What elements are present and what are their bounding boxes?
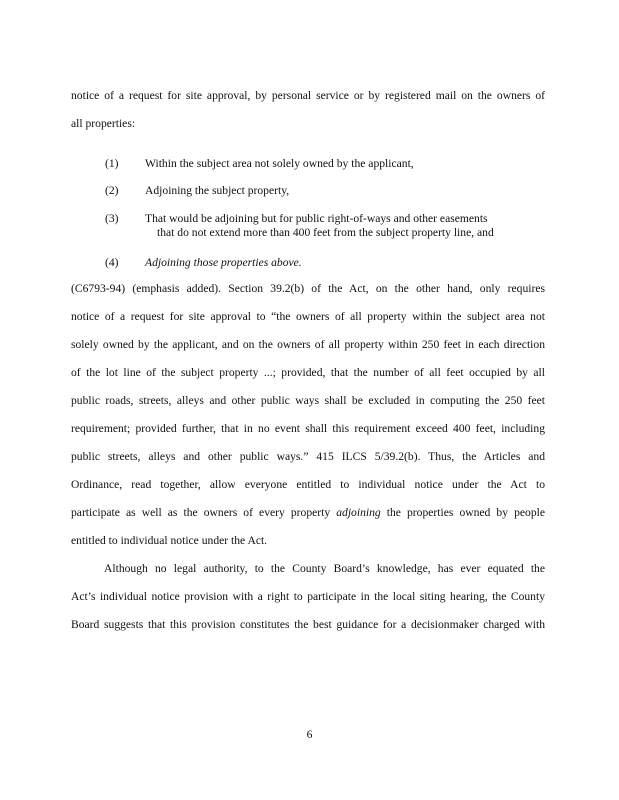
- body-text-line: requirement; provided further, that in no event shall this requirement exceed 400 feet, including: [71, 422, 545, 435]
- body-text-line: (C6793-94) (emphasis added). Section 39.2(b) of the Act, on the other hand, only requires: [71, 282, 545, 295]
- body-text-line: of the lot line of the subject property ...; provided, that the number of all feet occupied by all: [71, 366, 545, 379]
- body-text-line: Act’s individual notice provision with a right to participate in the local siting hearing, the County: [71, 590, 545, 603]
- body-text-line: notice of a request for site approval to “the owners of all property within the subject area not: [71, 310, 545, 323]
- body-text-line: solely owned by the applicant, and on the owners of all property within 250 feet in each direction: [71, 338, 545, 351]
- list-item-text: Adjoining those properties above.: [145, 256, 302, 269]
- body-text-line: public roads, streets, alleys and other public ways shall be excluded in computing the 250 feet: [71, 394, 545, 407]
- body-text-line: all properties:: [71, 117, 136, 130]
- text-after-emphasis: the properties owned by people: [380, 506, 546, 519]
- list-item-continuation: that do not extend more than 400 feet from the subject property line, and: [157, 226, 494, 239]
- list-item-text: Adjoining the subject property,: [145, 184, 290, 197]
- body-text-line-emphasis: [71, 506, 545, 520]
- body-text-line: Board suggests that this provision constitutes the best guidance for a decisionmaker charged with: [71, 618, 545, 631]
- emphasized-word: adjoining: [336, 506, 381, 519]
- body-text-line: public streets, alleys and other public ways.” 415 ILCS 5/39.2(b). Thus, the Articles and: [71, 450, 545, 463]
- body-text-line: notice of a request for site approval, by personal service or by registered mail on the owners of: [71, 89, 545, 102]
- list-item-number: (3): [105, 212, 119, 225]
- text-before-emphasis: participate as well as the owners of every property: [71, 506, 337, 519]
- list-item-number: (2): [105, 184, 119, 197]
- body-text-line: Although no legal authority, to the County Board’s knowledge, has ever equated the: [104, 562, 545, 575]
- list-item-text: Within the subject area not solely owned by the applicant,: [145, 157, 414, 170]
- list-item-text: That would be adjoining but for public right-of-ways and other easements: [145, 212, 488, 225]
- list-item-number: (4): [105, 256, 119, 269]
- list-item-number: (1): [105, 157, 119, 170]
- body-text-line: Ordinance, read together, allow everyone entitled to individual notice under the Act to: [71, 478, 545, 491]
- page-number: 6: [306, 728, 313, 741]
- body-text-line: entitled to individual notice under the Act.: [71, 534, 268, 547]
